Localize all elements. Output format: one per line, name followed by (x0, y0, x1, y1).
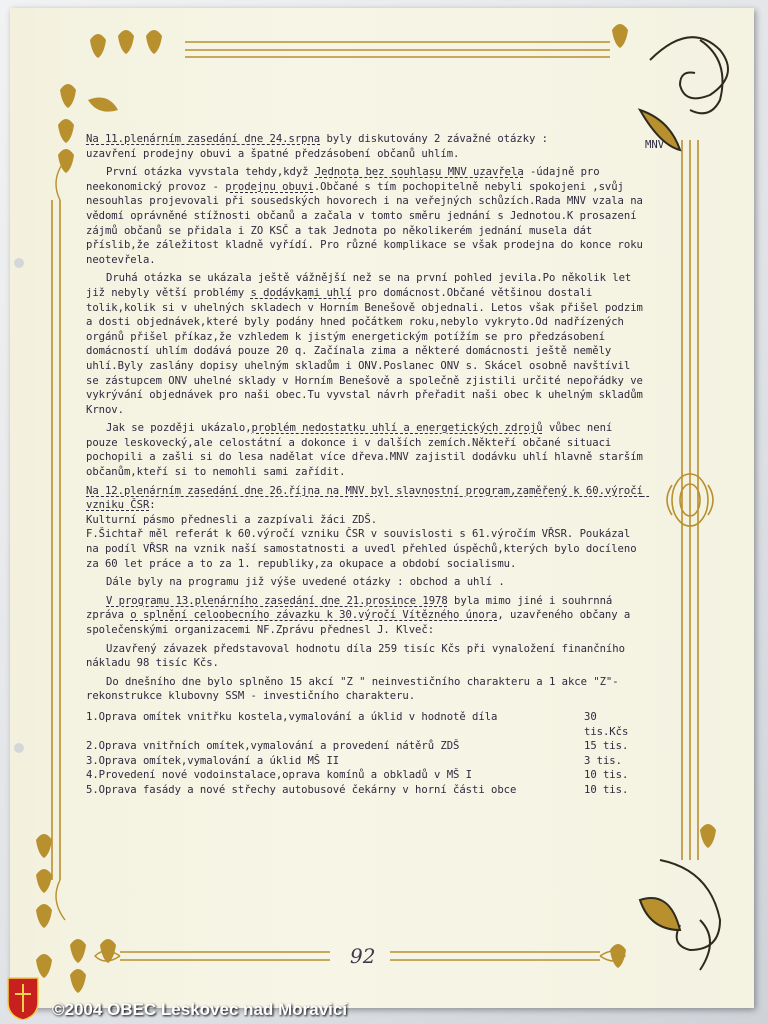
text-span: -údajně pro neekonomický provoz - (86, 166, 606, 193)
item-amount: 10 tis. (584, 769, 629, 782)
text-span: : (149, 499, 156, 512)
paragraph-meeting-13 (86, 594, 646, 638)
item-label: 3.Oprava omítek,vymalování a úklid MŠ II (86, 754, 340, 767)
underlined-text: prodejnu obuvi (225, 180, 314, 193)
paragraph-energy-shortage (86, 421, 650, 479)
text-span: Druhá otázka se ukázala ještě vážnější než se na první pohled jevila.Po několik let již nebyly větší problémy (86, 272, 638, 299)
chronicle-text (86, 132, 650, 798)
text-span: byly diskutovány 2 závažné otázky : (320, 133, 548, 145)
paragraph-actions-completed: Do dnešního dne bylo splněno 15 akcí "Z " neinvestičního charakteru a 1 akce "Z"-rekonstrukce klubovny SSM - investičního charakteru. (86, 675, 619, 703)
copyright-watermark: ©2004 OBEC Leskovec nad Moravicí (52, 1000, 348, 1019)
village-crest-icon (6, 976, 40, 1020)
list-item (86, 783, 646, 798)
list-item (86, 768, 646, 783)
text-span: byla mimo jiné i souhrnná zpráva (86, 594, 619, 622)
paragraph-meeting-11 (86, 132, 646, 161)
text-span: , uzavřeného občany a společenskými organizacemi NF.Zprávu přednesl J. Klveč: (86, 609, 637, 636)
page-number: 92 (350, 944, 376, 968)
meeting-12-heading: Na 12.plenárním zasedání dne 26.října na MNV byl slavnostní program,zaměřený k 60.výročí vzniku ČSR (86, 484, 650, 512)
text-span: vůbec není pouze leskovecký,ale celostátní a dokonce i v dalších zemích.Někteří občané situaci pochopili a zašli si do lesa nadělat více dřeva.MNV zajistil dodávku uhlí hlavně starším občanům,kteří si to nemohli sami zařídit. (86, 422, 650, 479)
text-span: .Občané s tím pochopitelně nebyli spokojeni ,svůj nesouhlas projevovali při sousedských hovorech i na veřejných schůzích.Rada MNV vzala na vědomí oprávněné stížnosti občanů a začala v tomto směru jednání s Jednotou.K prosazení zájmů občanů se přidala i ZO KSČ a tak Jednota po několikerém jednání musela dát příslib,že záležitost kladně vyřídí. Pro různé komplikace se však prodejna do konce roku neotevřela. (86, 180, 650, 266)
meeting-13-heading: V programu 13.plenárního zasedání dne 21.prosince 1978 (106, 594, 448, 607)
list-item (86, 739, 646, 754)
text-span: Kulturní pásmo přednesli a zazpívali žáci ZDŠ. F.Šichtař měl referát k 60.výročí vzniku ČSR v souvislosti s 61.výročím VŘSR. Poukázal na podíl VŘSR na vznik naší samostatnosti a uvedl přehled úspěchů,kterých bylo docíleno za 60 let práce a to za 1. republiky,za okupace a období socialismu. (86, 513, 637, 570)
underlined-text: o splnění celoobecního závazku k 30.výročí Vítězného února (130, 609, 498, 622)
item-label: 5.Oprava fasády a nové střechy autobusové čekárny v horní části obce (86, 783, 517, 796)
underlined-text: s dodávkami uhlí (250, 286, 352, 299)
item-label: 1.Oprava omítek vnitřku kostela,vymalování a úklid v hodnotě díla (86, 710, 498, 723)
item-label: 2.Oprava vnitřních omítek,vymalování a provedení nátěrů ZDŠ (86, 740, 460, 753)
item-amount: 10 tis. (584, 783, 629, 796)
item-amount: 3 tis. (584, 754, 622, 767)
paragraph-meeting-12 (86, 484, 650, 572)
list-item (86, 754, 646, 769)
underlined-text: Jednota bez souhlasu MNV uzavřela (314, 166, 524, 179)
paragraph-shoe-shop (86, 165, 650, 267)
text-span: První otázka vyvstala tehdy,když (106, 166, 315, 179)
item-label: 4.Provedení nové vodoinstalace,oprava komínů a obkladů v MŠ I (86, 769, 473, 782)
text-span: pro domácnost.Občané většinou dostali tolik,kolik si v uhelných skladech v Horním Benešově objednali. Letos však přišel podzim a dosti objednávek,které byly podány hned počátkem roku,nebylo vykryto.Od nadřízených orgánů přišel příkaz,že vzhledem k jistým energetickým potížím se pro předzásobení domácností uhlím dodává pouze 20 q. Začínala zima a některé domácnosti ještě neměly uhlí.Byly zaslány dopisy uhelným skladům i ONV.Poslanec ONV s. Skácel osobně navštívil se zástupcem ONV uhelné sklady v Horním Benešově a společně zjistili určité nepořádky ve vykrývání objednávek pro naši obec.Tu vyvstal návrh přeřadit naši obec k uhelným skladům Krnov. (86, 286, 650, 416)
meeting-11-heading: Na 11.plenárním zasedání dne 24.srpna (86, 133, 321, 145)
text-span: uzavření prodejny obuvi a špatné předzásobení občanů uhlím. (86, 147, 460, 160)
side-label-mnv: MNV (645, 139, 665, 151)
text-span: Jak se později ukázalo, (106, 422, 252, 435)
paragraph-other-topics: Dále byly na programu již výše uvedené otázky : obchod a uhlí . (106, 576, 505, 589)
paragraph-coal-supply (86, 271, 650, 417)
list-item (86, 710, 646, 739)
paragraph-commitment-value: Uzavřený závazek představoval hodnotu díla 259 tisíc Kčs při vynaložení finančního nákladu 98 tisíc Kčs. (86, 642, 632, 670)
underlined-text: problém nedostatku uhlí a energetických zdrojů (251, 422, 543, 435)
item-amount: 30 tis.Kčs (584, 710, 629, 738)
actions-list (86, 710, 646, 798)
item-amount: 15 tis. (584, 740, 629, 753)
